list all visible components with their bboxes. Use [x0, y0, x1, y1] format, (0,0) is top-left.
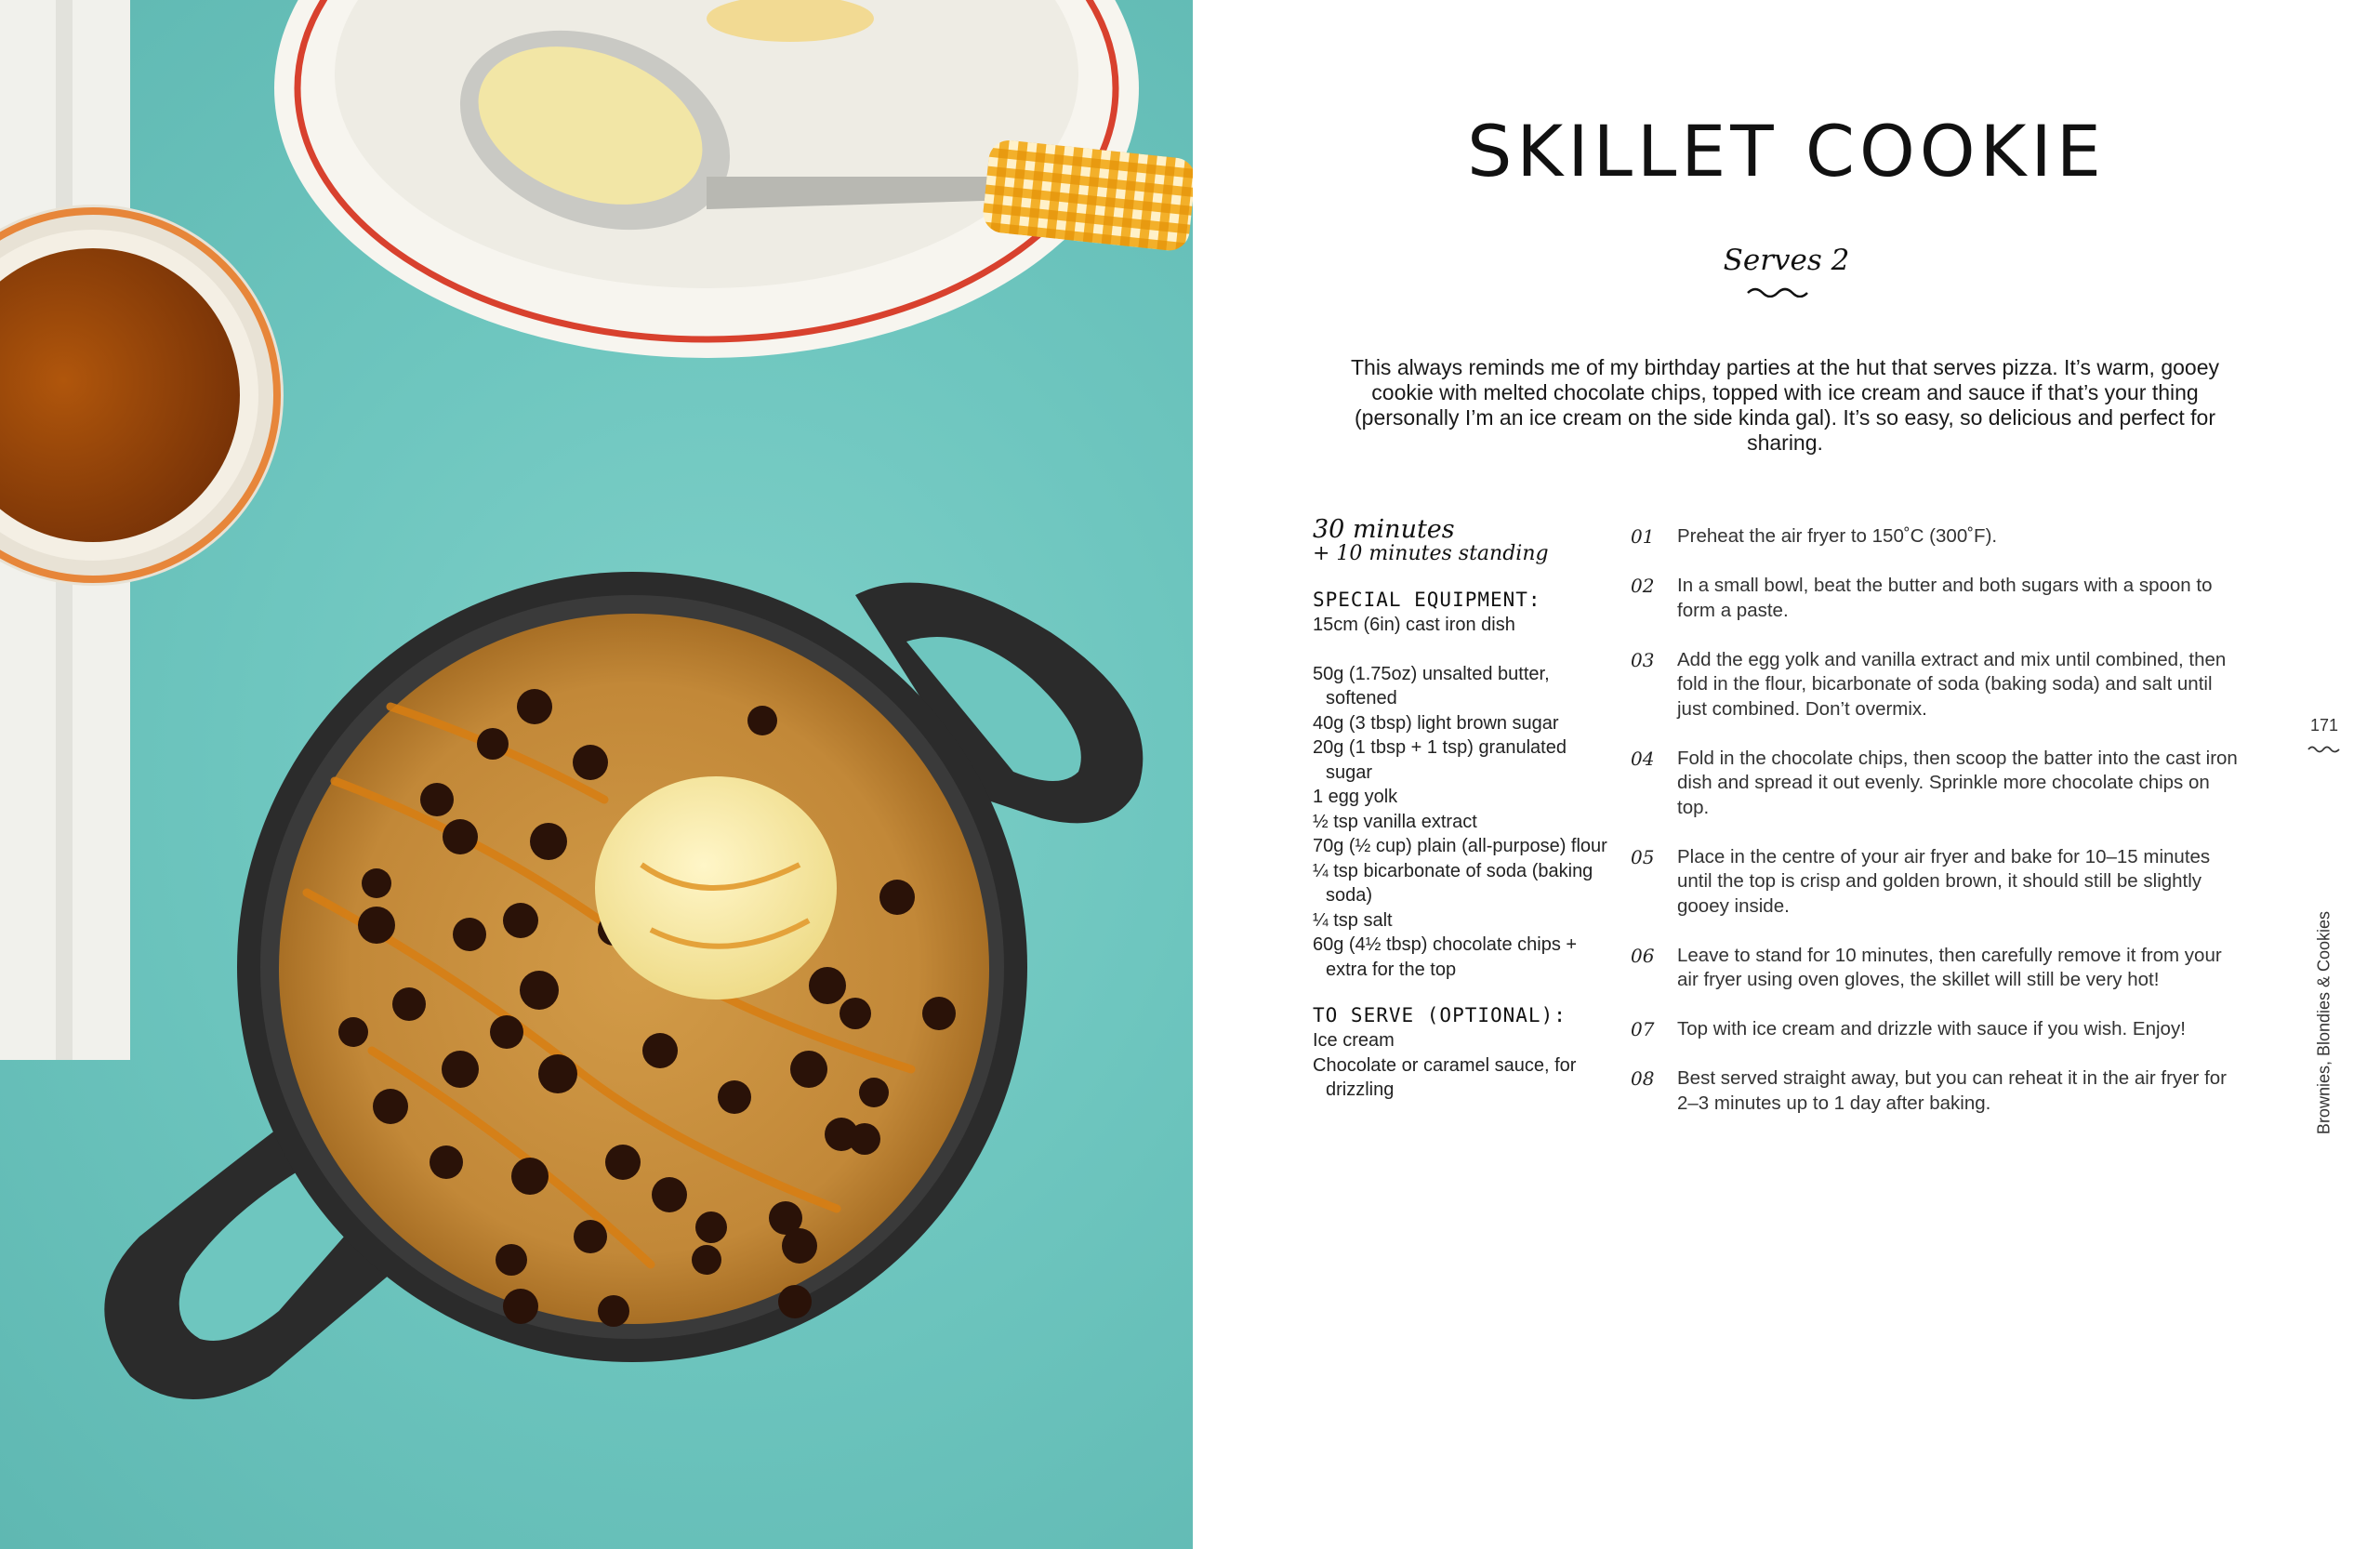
method-step: [1631, 574, 2244, 623]
method-step: [1631, 648, 2244, 722]
serves-label: Serves 2: [1723, 244, 1850, 277]
ingredient-item: ¼ tsp bicarbonate of soda (baking soda): [1313, 860, 1593, 906]
step-number: 04: [1631, 747, 1655, 770]
ingredient-item: 1 egg yolk: [1313, 787, 1398, 807]
serve-item: Chocolate or caramel sauce, for drizzling: [1313, 1054, 1577, 1100]
ingredient-item: ½ tsp vanilla extract: [1313, 811, 1477, 832]
wave-divider-icon: [2307, 744, 2341, 753]
skillet: [104, 572, 1143, 1399]
method-step: [1631, 1017, 2244, 1042]
ingredient-item: 20g (1 tbsp + 1 tsp) granulated sugar: [1313, 737, 1567, 783]
equipment-heading: SPECIAL EQUIPMENT:: [1313, 589, 1541, 611]
to-serve-list: [1313, 1028, 1610, 1103]
step-text: Add the egg yolk and vanilla extract and mix until combined, then fold in the flour, bicarbonate of soda (baking soda) and salt until just combined. Don’t overmix.: [1677, 648, 2227, 720]
ingredients-column: [1313, 517, 1610, 1103]
step-number: 02: [1631, 575, 1655, 597]
step-text: Leave to stand for 10 minutes, then carefully remove it from your air fryer using oven gloves, the skillet will still be very hot!: [1677, 944, 2222, 990]
recipe-intro: This always reminds me of my birthday parties at the hut that serves pizza. It’s warm, gooey cookie with melted chocolate chips, topped with ice cream and sauce if that’s your thing (personally I’m an ice cream on the side kinda gal). It’s so easy, so delicious and perfect for sharing.: [1350, 355, 2219, 455]
step-text: Best served straight away, but you can reheat it in the air fryer for 2–3 minutes up to 1 day after baking.: [1677, 1067, 2227, 1114]
method-steps: [1631, 524, 2244, 1141]
section-running-title: Brownies, Blondies & Cookies: [2314, 910, 2334, 1135]
step-number: 06: [1631, 944, 1655, 967]
sauce-bowl: [0, 205, 284, 586]
wave-divider-icon: [1746, 285, 1809, 298]
to-serve-heading: TO SERVE (OPTIONAL):: [1313, 1004, 1567, 1026]
step-text: Fold in the chocolate chips, then scoop the batter into the cast iron dish and spread it out evenly. Sprinkle more chocolate chips on top.: [1677, 747, 2238, 818]
step-number: 07: [1631, 1018, 1655, 1040]
recipe-title: SKILLET COOKIE: [1467, 110, 2106, 192]
method-step: [1631, 1066, 2244, 1116]
step-text: Preheat the air fryer to 150˚C (300˚F).: [1677, 525, 1998, 547]
step-number: 05: [1631, 845, 1655, 868]
step-number: 03: [1631, 648, 1655, 671]
ingredient-item: ¼ tsp salt: [1313, 909, 1393, 931]
step-number: 08: [1631, 1067, 1655, 1090]
ingredient-item: 60g (4½ tbsp) chocolate chips + extra for the top: [1313, 934, 1578, 980]
ingredient-item: 50g (1.75oz) unsalted butter, softened: [1313, 663, 1550, 708]
page-number: 171: [2309, 716, 2339, 735]
serve-item: Ice cream: [1313, 1030, 1395, 1051]
step-text: In a small bowl, beat the butter and both sugars with a spoon to form a paste.: [1677, 575, 2213, 621]
ice-cream-scoop: [595, 776, 837, 1000]
equipment-text: 15cm (6in) cast iron dish: [1313, 615, 1515, 635]
ingredient-item: 70g (½ cup) plain (all-purpose) flour: [1313, 836, 1607, 856]
method-step: [1631, 747, 2244, 821]
ingredient-list: [1313, 662, 1610, 983]
method-step: [1631, 944, 2244, 993]
method-step: [1631, 524, 2244, 549]
step-text: Top with ice cream and drizzle with sauce if you wish. Enjoy!: [1677, 1018, 2186, 1039]
step-number: 01: [1631, 525, 1655, 548]
ingredient-item: 40g (3 tbsp) light brown sugar: [1313, 712, 1559, 734]
standing-time: + 10 minutes standing: [1313, 542, 1549, 565]
step-text: Place in the centre of your air fryer and bake for 10–15 minutes until the top is crisp and golden brown, it should still be slightly gooey inside.: [1677, 845, 2211, 917]
prep-time: 30 minutes: [1313, 515, 1455, 544]
method-step: [1631, 845, 2244, 920]
